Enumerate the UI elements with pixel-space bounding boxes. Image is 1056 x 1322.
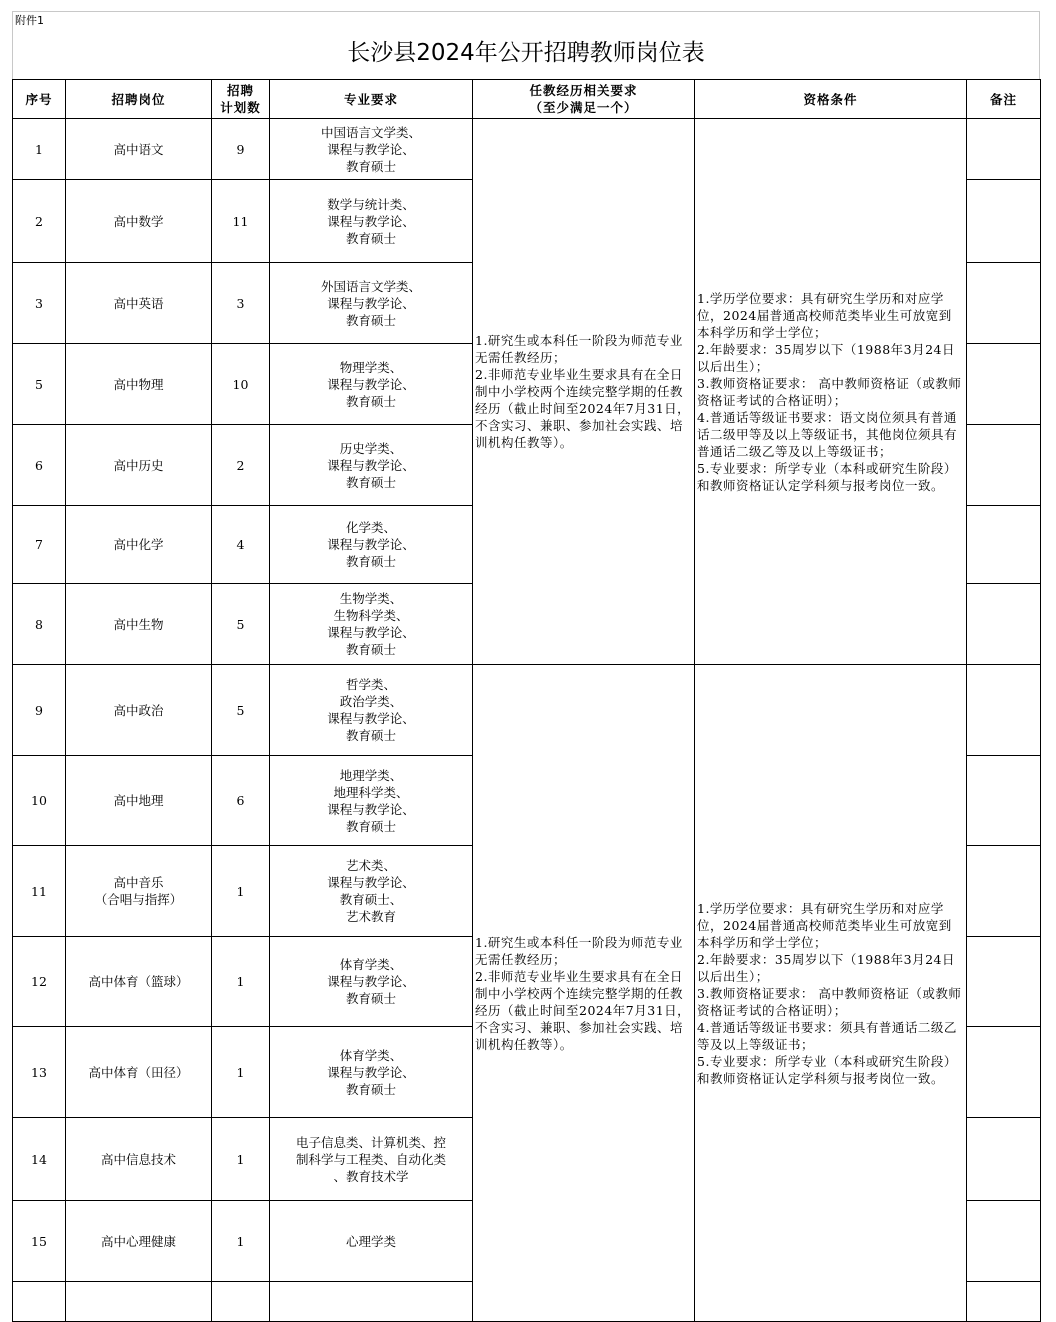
row-no	[13, 1282, 66, 1322]
row-experience	[967, 1282, 1041, 1322]
row-major: 艺术类、 课程与教学论、 教育硕士、 艺术教育	[270, 846, 473, 937]
row-remark	[967, 119, 1041, 180]
row-position: 高中语文	[66, 119, 212, 180]
row-no: 3	[13, 263, 66, 344]
header-no: 序号	[13, 80, 66, 119]
row-major	[270, 1282, 473, 1322]
table-row	[13, 665, 1041, 756]
row-no: 12	[13, 937, 66, 1027]
row-no: 11	[13, 846, 66, 937]
row-no: 10	[13, 756, 66, 846]
row-no: 6	[13, 425, 66, 506]
row-count: 1	[212, 1027, 270, 1118]
header-experience: 任教经历相关要求 （至少满足一个）	[473, 80, 695, 119]
row-position: 高中音乐 （合唱与指挥）	[66, 846, 212, 937]
row-position: 高中化学	[66, 506, 212, 584]
qualification-cell-group-2: 1.学历学位要求：具有研究生学历和对应学位，2024届普通高校师范类毕业生可放宽到本科学历和学士学位； 2.年龄要求：35周岁以下（1988年3月24日以后出生）； 3.教师资格证要求： 高中教师资格证（或教师资格证考试的合格证明）； 4.普通话等级证书要求：须具有普通话二级乙等及以上等级证书； 5.专业要求：所学专业（本科或研究生阶段）和教师资格证认定学科须与报考岗位一致。	[695, 665, 967, 1322]
row-position	[66, 1282, 212, 1322]
row-remark	[967, 1201, 1041, 1282]
row-remark	[967, 425, 1041, 506]
row-no: 9	[13, 665, 66, 756]
row-remark	[967, 1118, 1041, 1201]
row-count	[212, 1282, 270, 1322]
row-remark	[967, 584, 1041, 665]
row-remark	[967, 665, 1041, 756]
spreadsheet-sheet	[12, 11, 1040, 1322]
header-qualification: 资格条件	[695, 80, 967, 119]
row-count: 1	[212, 846, 270, 937]
row-no: 15	[13, 1201, 66, 1282]
row-major: 数学与统计类、 课程与教学论、 教育硕士	[270, 180, 473, 263]
row-position: 高中生物	[66, 584, 212, 665]
page-title: 长沙县2024年公开招聘教师岗位表	[12, 28, 1040, 79]
header-remark: 备注	[967, 80, 1041, 119]
row-count: 1	[212, 937, 270, 1027]
attachment-label: 附件1	[12, 11, 1040, 28]
row-major: 生物学类、 生物科学类、 课程与教学论、 教育硕士	[270, 584, 473, 665]
row-major: 地理学类、 地理科学类、 课程与教学论、 教育硕士	[270, 756, 473, 846]
table-row	[13, 119, 1041, 180]
row-major: 电子信息类、计算机类、控 制科学与工程类、自动化类 、教育技术学	[270, 1118, 473, 1201]
row-position: 高中历史	[66, 425, 212, 506]
row-position: 高中地理	[66, 756, 212, 846]
row-position: 高中心理健康	[66, 1201, 212, 1282]
row-remark	[967, 1027, 1041, 1118]
row-major: 化学类、 课程与教学论、 教育硕士	[270, 506, 473, 584]
row-major: 体育学类、 课程与教学论、 教育硕士	[270, 1027, 473, 1118]
row-position: 高中数学	[66, 180, 212, 263]
row-remark	[967, 263, 1041, 344]
row-major: 历史学类、 课程与教学论、 教育硕士	[270, 425, 473, 506]
row-count: 3	[212, 263, 270, 344]
row-count: 4	[212, 506, 270, 584]
header-major: 专业要求	[270, 80, 473, 119]
row-count: 6	[212, 756, 270, 846]
row-position: 高中体育（篮球）	[66, 937, 212, 1027]
positions-table	[12, 79, 1041, 1322]
row-remark	[967, 846, 1041, 937]
row-position: 高中政治	[66, 665, 212, 756]
row-major: 中国语言文学类、 课程与教学论、 教育硕士	[270, 119, 473, 180]
row-position: 高中体育（田径）	[66, 1027, 212, 1118]
row-count: 5	[212, 584, 270, 665]
row-count: 5	[212, 665, 270, 756]
qualification-cell-group-1: 1.学历学位要求：具有研究生学历和对应学位，2024届普通高校师范类毕业生可放宽到本科学历和学士学位； 2.年龄要求：35周岁以下（1988年3月24日以后出生）； 3.教师资格证要求： 高中教师资格证（或教师资格证考试的合格证明）； 4.普通话等级证书要求：语文岗位须具有普通话二级甲等及以上等级证书，其他岗位须具有普通话二级乙等及以上等级证书； 5.专业要求：所学专业（本科或研究生阶段）和教师资格证认定学科须与报考岗位一致。	[695, 119, 967, 665]
row-no: 5	[13, 344, 66, 425]
header-position: 招聘岗位	[66, 80, 212, 119]
experience-cell-group-2: 1.研究生或本科任一阶段为师范专业无需任教经历； 2.非师范专业毕业生要求具有在全日制中小学校两个连续完整学期的任教经历（截止时间至2024年7月31日，不含实习、兼职、参加社会实践、培训机构任教等）。	[473, 665, 695, 1322]
row-remark	[967, 506, 1041, 584]
row-no: 13	[13, 1027, 66, 1118]
row-count: 10	[212, 344, 270, 425]
header-count: 招聘 计划数	[212, 80, 270, 119]
row-no: 2	[13, 180, 66, 263]
row-count: 9	[212, 119, 270, 180]
row-position: 高中信息技术	[66, 1118, 212, 1201]
row-remark	[967, 937, 1041, 1027]
row-count: 11	[212, 180, 270, 263]
row-count: 2	[212, 425, 270, 506]
row-no: 8	[13, 584, 66, 665]
row-major: 哲学类、 政治学类、 课程与教学论、 教育硕士	[270, 665, 473, 756]
row-remark	[967, 756, 1041, 846]
row-major: 体育学类、 课程与教学论、 教育硕士	[270, 937, 473, 1027]
experience-cell-group-1: 1.研究生或本科任一阶段为师范专业无需任教经历； 2.非师范专业毕业生要求具有在全日制中小学校两个连续完整学期的任教经历（截止时间至2024年7月31日，不含实习、兼职、参加社会实践、培训机构任教等）。	[473, 119, 695, 665]
row-no: 14	[13, 1118, 66, 1201]
row-remark	[967, 344, 1041, 425]
row-no: 1	[13, 119, 66, 180]
row-major: 物理学类、 课程与教学论、 教育硕士	[270, 344, 473, 425]
row-no: 7	[13, 506, 66, 584]
row-major: 心理学类	[270, 1201, 473, 1282]
row-remark	[967, 180, 1041, 263]
row-position: 高中英语	[66, 263, 212, 344]
row-count: 1	[212, 1201, 270, 1282]
row-position: 高中物理	[66, 344, 212, 425]
header-row	[13, 80, 1041, 119]
row-major: 外国语言文学类、 课程与教学论、 教育硕士	[270, 263, 473, 344]
row-count: 1	[212, 1118, 270, 1201]
